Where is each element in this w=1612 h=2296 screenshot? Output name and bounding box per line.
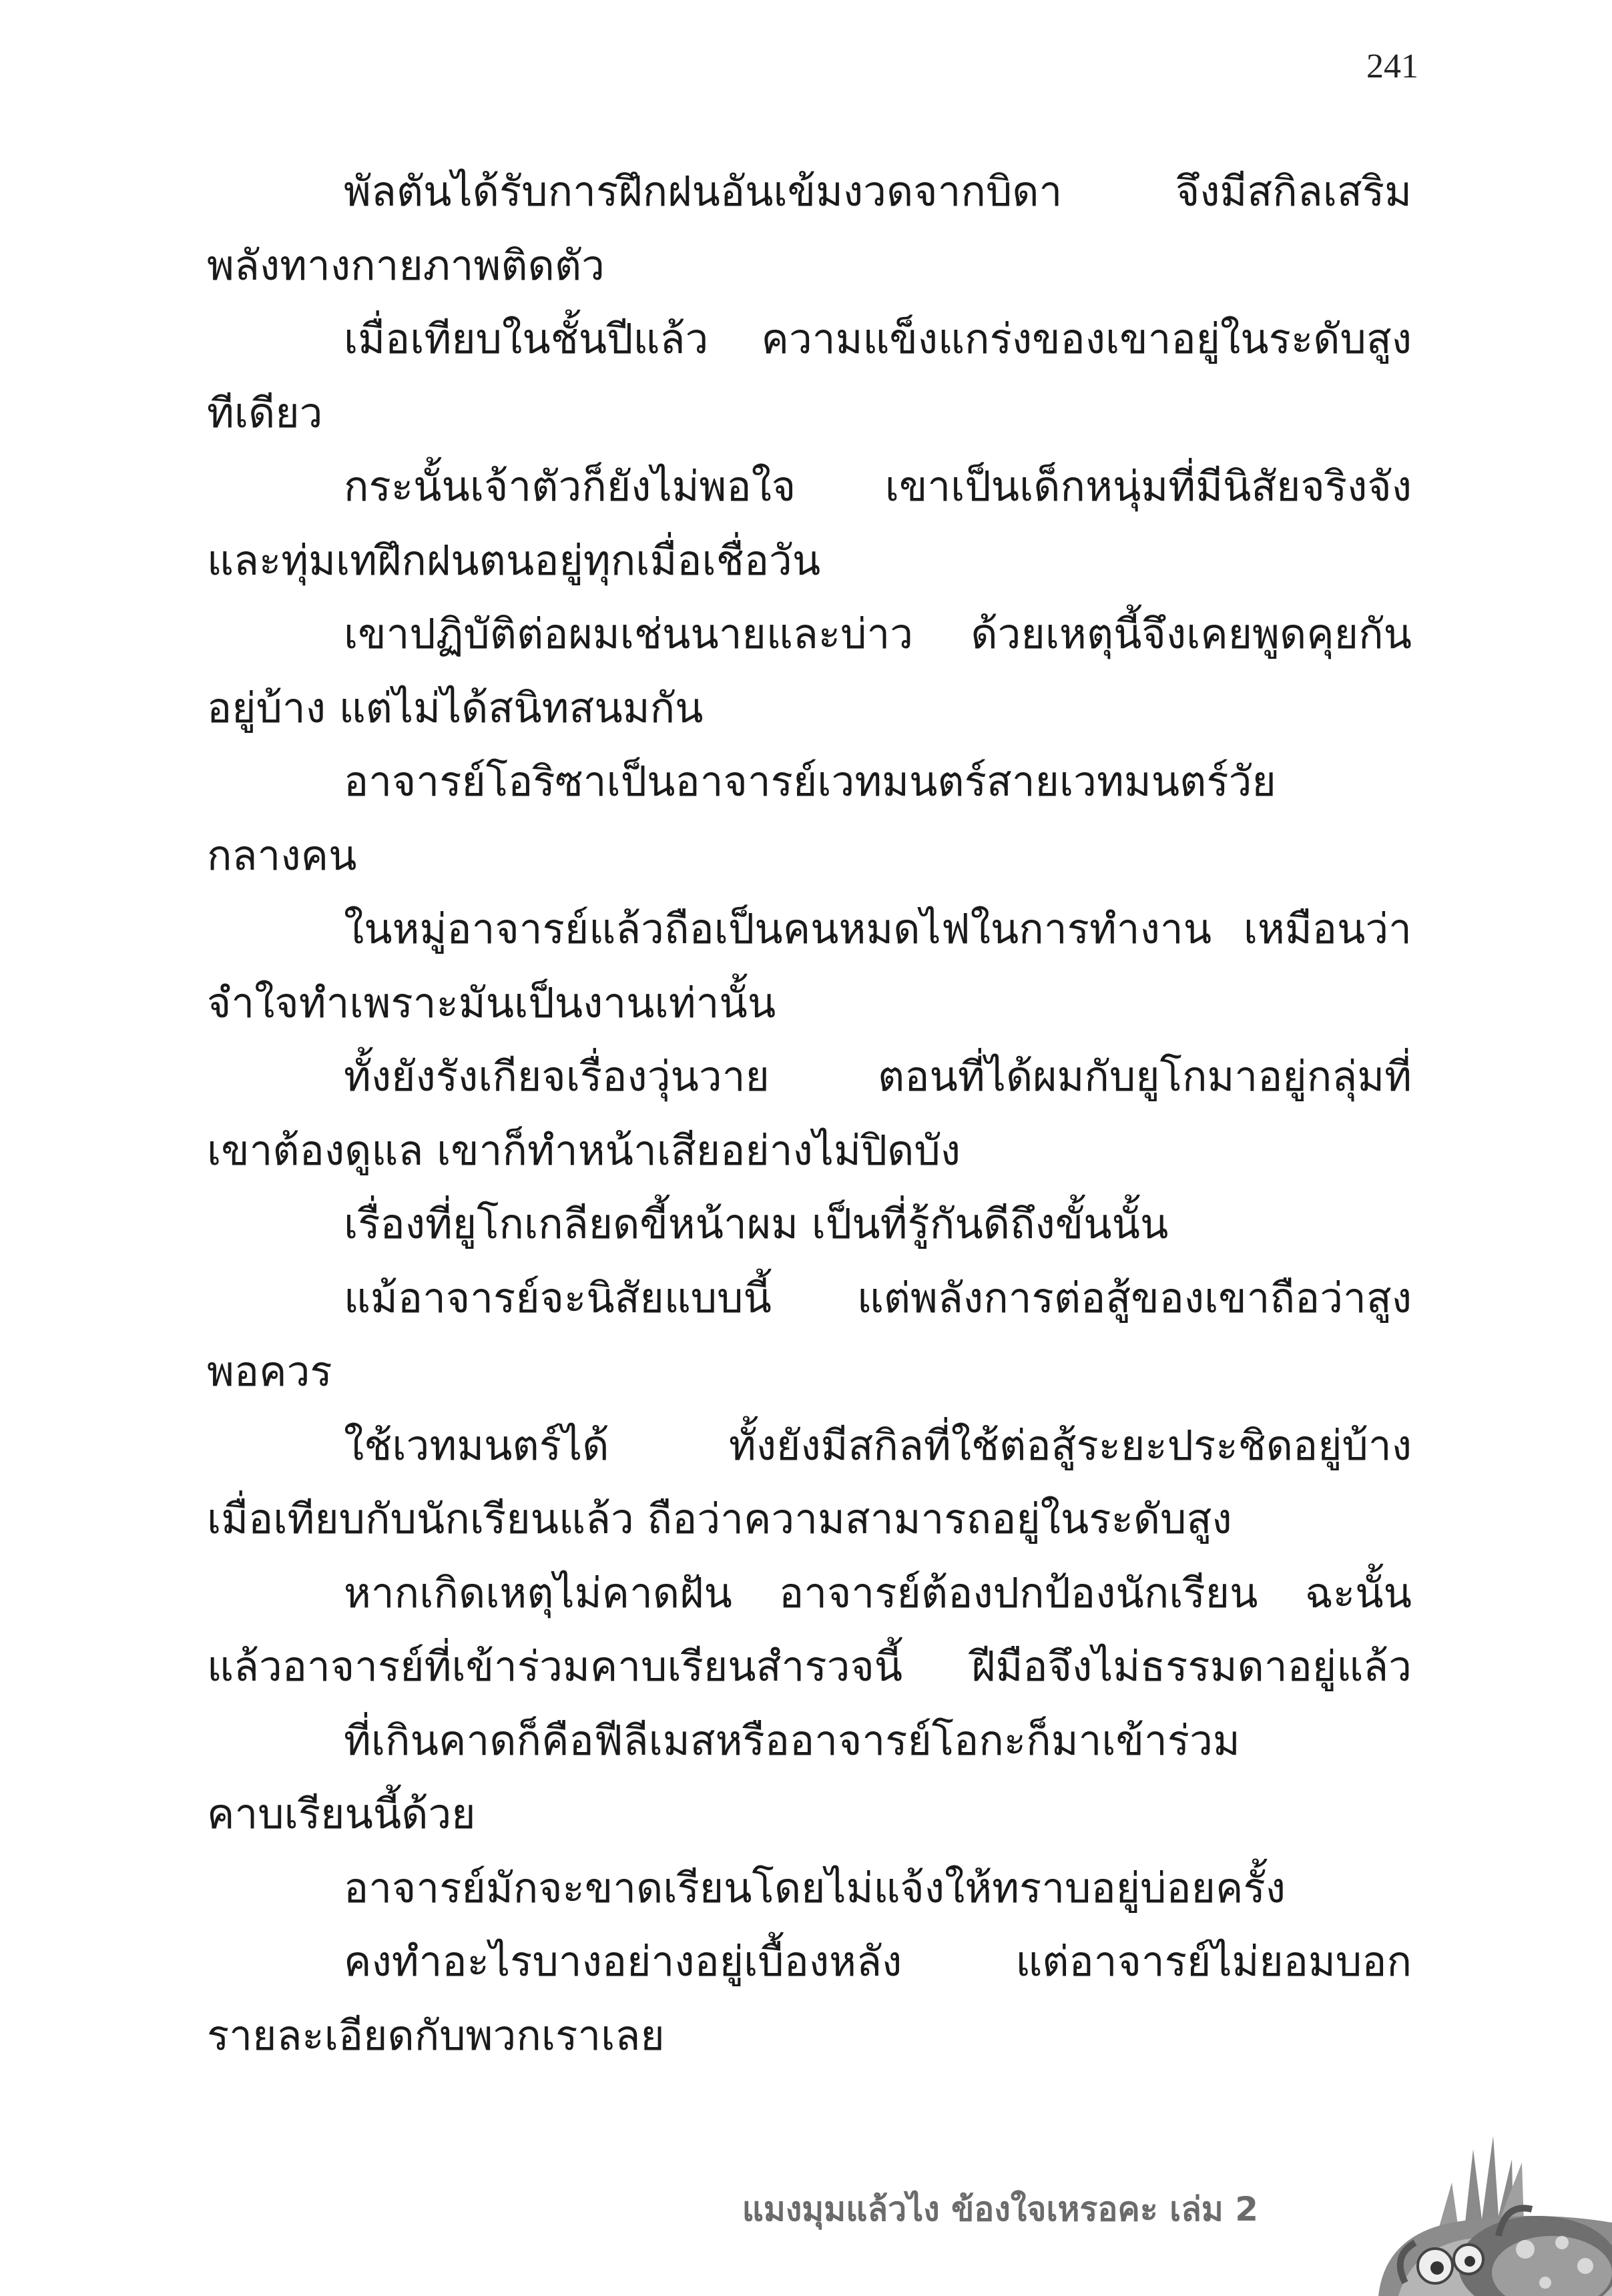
- spider-mascot-icon: [1298, 2122, 1612, 2296]
- text-line: เรื่องที่ยูโกเกลียดขี้หน้าผม เป็นที่รู้กันดีถึงขั้นนั้น: [344, 1199, 1169, 1248]
- text-line: เขาปฏิบัติต่อผมเช่นนายและบ่าว ด้วยเหตุนี้จึงเคยพูดคุยกัน: [344, 609, 1412, 658]
- text-line: คาบเรียนนี้ด้วย: [207, 1789, 476, 1838]
- text-line: ที่เกินคาดก็คือฟีลีเมสหรืออาจารย์โอกะก็มาเข้าร่วม: [344, 1715, 1240, 1765]
- text-line: เขาต้องดูแล เขาก็ทำหน้าเสียอย่างไม่ปิดบัง: [207, 1125, 961, 1175]
- text-line: ในหมู่อาจารย์แล้วถือเป็นคนหมดไฟในการทำงาน เหมือนว่า: [344, 904, 1412, 953]
- text-line: รายละเอียดกับพวกเราเลย: [207, 2010, 665, 2060]
- text-line: ทั้งยังรังเกียจเรื่องวุ่นวาย ตอนที่ได้ผมกับยูโกมาอยู่กลุ่มที่: [344, 1052, 1412, 1101]
- text-line: พลังทางกายภาพติดตัว: [207, 240, 605, 290]
- page-number: 241: [1366, 47, 1418, 85]
- text-line: อาจารย์มักจะขาดเรียนโดยไม่แจ้งให้ทราบอยู่บ่อยครั้ง: [344, 1863, 1286, 1912]
- text-line: แล้วอาจารย์ที่เข้าร่วมคาบเรียนสำรวจนี้ ฝีมือจึงไม่ธรรมดาอยู่แล้ว: [207, 1642, 1412, 1691]
- page-footer: [0, 2122, 1612, 2296]
- text-line: กระนั้นเจ้าตัวก็ยังไม่พอใจ เขาเป็นเด็กหนุ่มที่มีนิสัยจริงจัง: [344, 462, 1412, 511]
- body-text: [207, 155, 1412, 2072]
- text-line: คงทำอะไรบางอย่างอยู่เบื้องหลัง แต่อาจารย์ไม่ยอมบอก: [344, 1937, 1412, 1986]
- text-line: และทุ่มเทฝึกฝนตนอยู่ทุกเมื่อเชื่อวัน: [207, 535, 821, 585]
- text-line: เมื่อเทียบกับนักเรียนแล้ว ถือว่าความสามารถอยู่ในระดับสูง: [207, 1494, 1232, 1543]
- text-line: พอควร: [207, 1347, 332, 1396]
- text-line: จำใจทำเพราะมันเป็นงานเท่านั้น: [207, 978, 776, 1027]
- text-line: เมื่อเทียบในชั้นปีแล้ว ความแข็งแกร่งของเขาอยู่ในระดับสูง: [344, 314, 1412, 363]
- text-line: อาจารย์โอริซาเป็นอาจารย์เวทมนตร์สายเวทมนตร์วัย: [344, 757, 1276, 806]
- text-line: แม้อาจารย์จะนิสัยแบบนี้ แต่พลังการต่อสู้ของเขาถือว่าสูง: [344, 1273, 1412, 1322]
- text-line: ทีเดียว: [207, 388, 323, 437]
- text-line: หากเกิดเหตุไม่คาดฝัน อาจารย์ต้องปกป้องนักเรียน ฉะนั้น: [344, 1568, 1412, 1617]
- book-title: แมงมุมแล้วไง ข้องใจเหรอคะ เล่ม 2: [742, 2190, 1258, 2229]
- text-line: อยู่บ้าง แต่ไม่ได้สนิทสนมกัน: [207, 683, 704, 732]
- text-line: กลางคน: [207, 830, 357, 880]
- text-line: ใช้เวทมนตร์ได้ ทั้งยังมีสกิลที่ใช้ต่อสู้ระยะประชิดอยู่บ้าง: [344, 1420, 1412, 1470]
- text-line: พัลตันได้รับการฝึกฝนอันเข้มงวดจากบิดา จึงมีสกิลเสริม: [344, 167, 1412, 216]
